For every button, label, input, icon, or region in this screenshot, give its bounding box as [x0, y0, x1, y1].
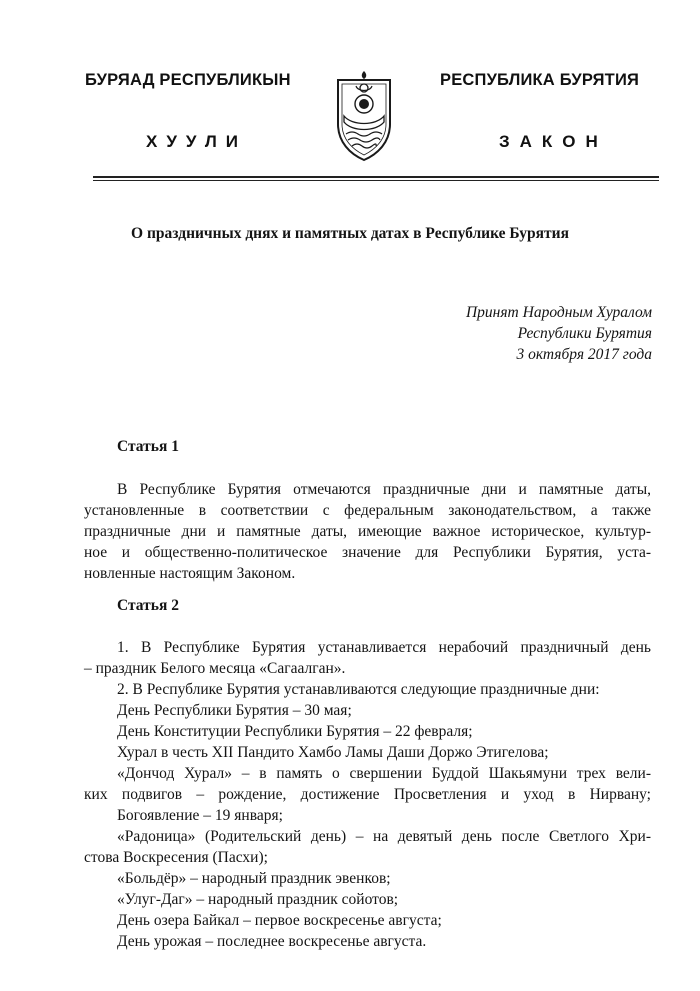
- text-line: День урожая – последнее воскресенье августа.: [117, 933, 427, 950]
- article-2-body: [84, 637, 651, 952]
- article-2-title: Статья 2: [117, 597, 179, 614]
- text-line: стова Воскресения (Пасхи);: [84, 849, 268, 866]
- text-line: Богоявление – 19 января;: [117, 807, 283, 824]
- header-divider-thick: [93, 176, 659, 178]
- text-line: 2. В Республике Бурятия устанавливаются следующие праздничные дни:: [117, 681, 600, 698]
- text-line: День Республики Бурятия – 30 мая;: [117, 702, 352, 719]
- text-line: 1. В Республике Бурятия устанавливается нерабочий праздничный день: [117, 639, 651, 656]
- adoption-line: Республики Бурятия: [517, 325, 652, 342]
- text-line: новленные настоящим Законом.: [84, 565, 296, 582]
- header-divider-thin: [93, 180, 659, 181]
- coat-of-arms-icon: [324, 70, 404, 162]
- article-1-body: [84, 479, 651, 584]
- header-left-title: БУРЯАД РЕСПУБЛИКЫН: [85, 71, 291, 89]
- text-line: День Конституции Республики Бурятия – 22 февраля;: [117, 723, 473, 740]
- text-line: установленные в соответствии с федеральным законодательством, а также: [84, 502, 651, 519]
- text-line: Хурал в честь XII Пандито Хамбо Ламы Даши Доржо Этигелова;: [117, 744, 549, 761]
- header-right-title: РЕСПУБЛИКА БУРЯТИЯ: [440, 71, 640, 89]
- text-line: «Больдёр» – народный праздник эвенков;: [117, 870, 391, 887]
- text-line: ное и общественно-политическое значение для Республики Бурятия, уста-: [84, 544, 651, 561]
- text-line: – праздник Белого месяца «Сагаалган».: [84, 660, 346, 677]
- header-right-doc-type: ЗАКОН: [499, 132, 608, 151]
- article-1-title: Статья 1: [117, 438, 179, 455]
- header-left-doc-type: ХУУЛИ: [146, 132, 247, 151]
- law-title: О праздничных днях и памятных датах в Республике Бурятия: [131, 225, 569, 242]
- text-line: «Радоница» (Родительский день) – на девятый день после Светлого Хри-: [117, 828, 651, 845]
- text-line: ких подвигов – рождение, достижение Просветления и уход в Нирвану;: [84, 786, 651, 803]
- text-line: «Улуг-Даг» – народный праздник сойотов;: [117, 891, 399, 908]
- adoption-date: 3 октября 2017 года: [516, 346, 652, 363]
- text-line: В Республике Бурятия отмечаются праздничные дни и памятные даты,: [117, 481, 651, 498]
- text-line: День озера Байкал – первое воскресенье августа;: [117, 912, 442, 929]
- adoption-line: Принят Народным Хуралом: [465, 304, 652, 321]
- text-line: праздничные дни и памятные даты, имеющие важное историческое, культур-: [84, 523, 651, 540]
- adoption-note: [466, 302, 652, 365]
- text-line: «Дончод Хурал» – в память о свершении Буддой Шакьямуни трех вели-: [117, 765, 651, 782]
